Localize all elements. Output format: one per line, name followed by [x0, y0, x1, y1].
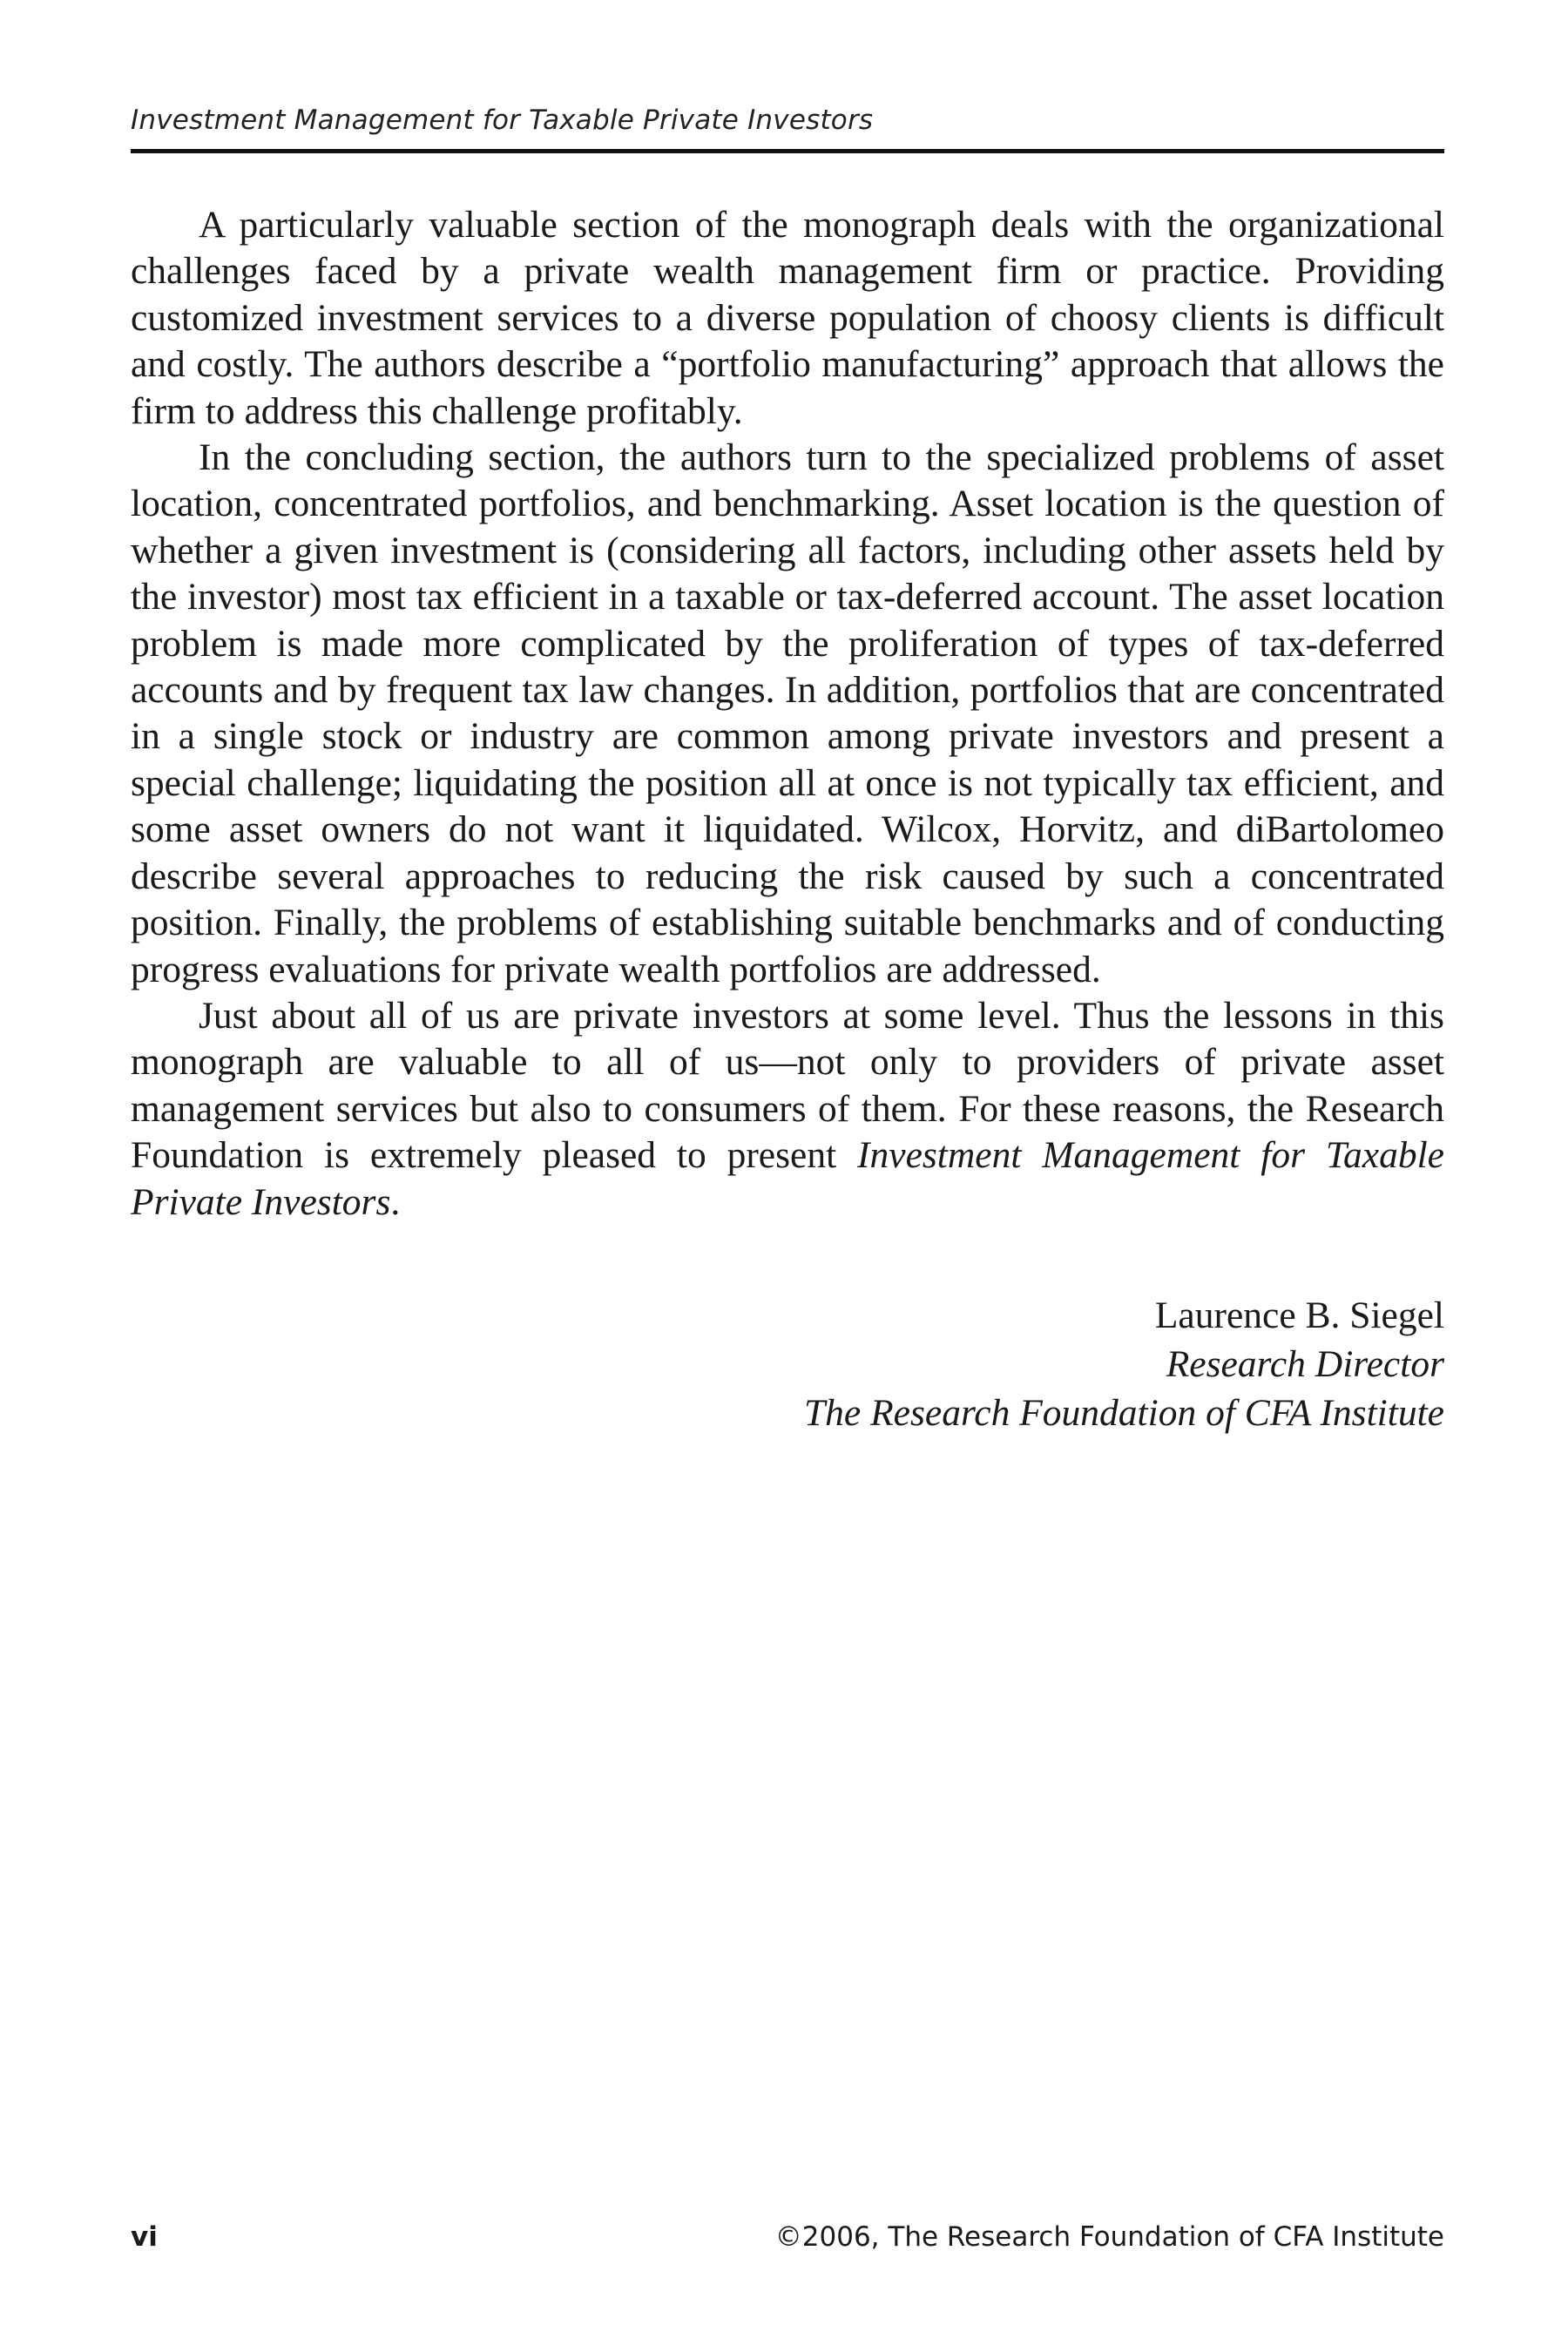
paragraph: A particularly valuable section of the monograph deals with the organizational challenges faced by a private wealth management firm or practice. Providing customized investment services to a diverse population of choosy clients is difficult and costly. The authors describe a “portfolio manufacturing” approach that allows the firm to address this challenge profitably. [131, 204, 1444, 432]
running-header-title: Investment Management for Taxable Private Investors [131, 105, 874, 136]
page-number: vi [131, 2221, 158, 2253]
book-title: Investment Management for Taxable Private Investors [131, 1134, 1444, 1223]
paragraph-text: Just about all of us are private investors at some level. Thus the lessons in this monograph are valuable to all of us—not only to providers of private asset management services but also to consumers of them. For these reasons, the Research Foundation is extremely pleased to present [131, 994, 1444, 1177]
paragraph [131, 993, 1444, 1226]
copyright-notice: ©2006, The Research Foundation of CFA Institute [774, 2221, 1444, 2253]
body-text [131, 202, 1444, 1226]
signatory-organization: The Research Foundation of CFA Institute [803, 1392, 1444, 1434]
signature-block [131, 1291, 1444, 1437]
paragraph-text-end: . [390, 1180, 401, 1223]
paragraph: In the concluding section, the authors turn to the specialized problems of asset location, concentrated portfolios, and benchmarking. Asset location is the question of whether a given investment is (considering all factors, including other assets held by the investor) most tax efficient in a taxable or tax-deferred account. The asset location problem is made more complicated by the proliferation of types of tax-deferred accounts and by frequent tax law changes. In addition, portfolios that are concentrated in a single stock or industry are common among private investors and present a special challenge; liquidating the position all at once is not typically tax efficient, and some asset owners do not want it liquidated. Wilcox, Horvitz, and diBartolomeo describe several approaches to reducing the risk caused by such a concentrated position. Finally, the problems of establishing suitable benchmarks and of conducting progress evaluations for private wealth portfolios are addressed. [131, 436, 1444, 990]
signatory-title: Research Director [1166, 1343, 1444, 1385]
header-rule [131, 149, 1444, 153]
signatory-name: Laurence B. Siegel [1154, 1294, 1444, 1336]
